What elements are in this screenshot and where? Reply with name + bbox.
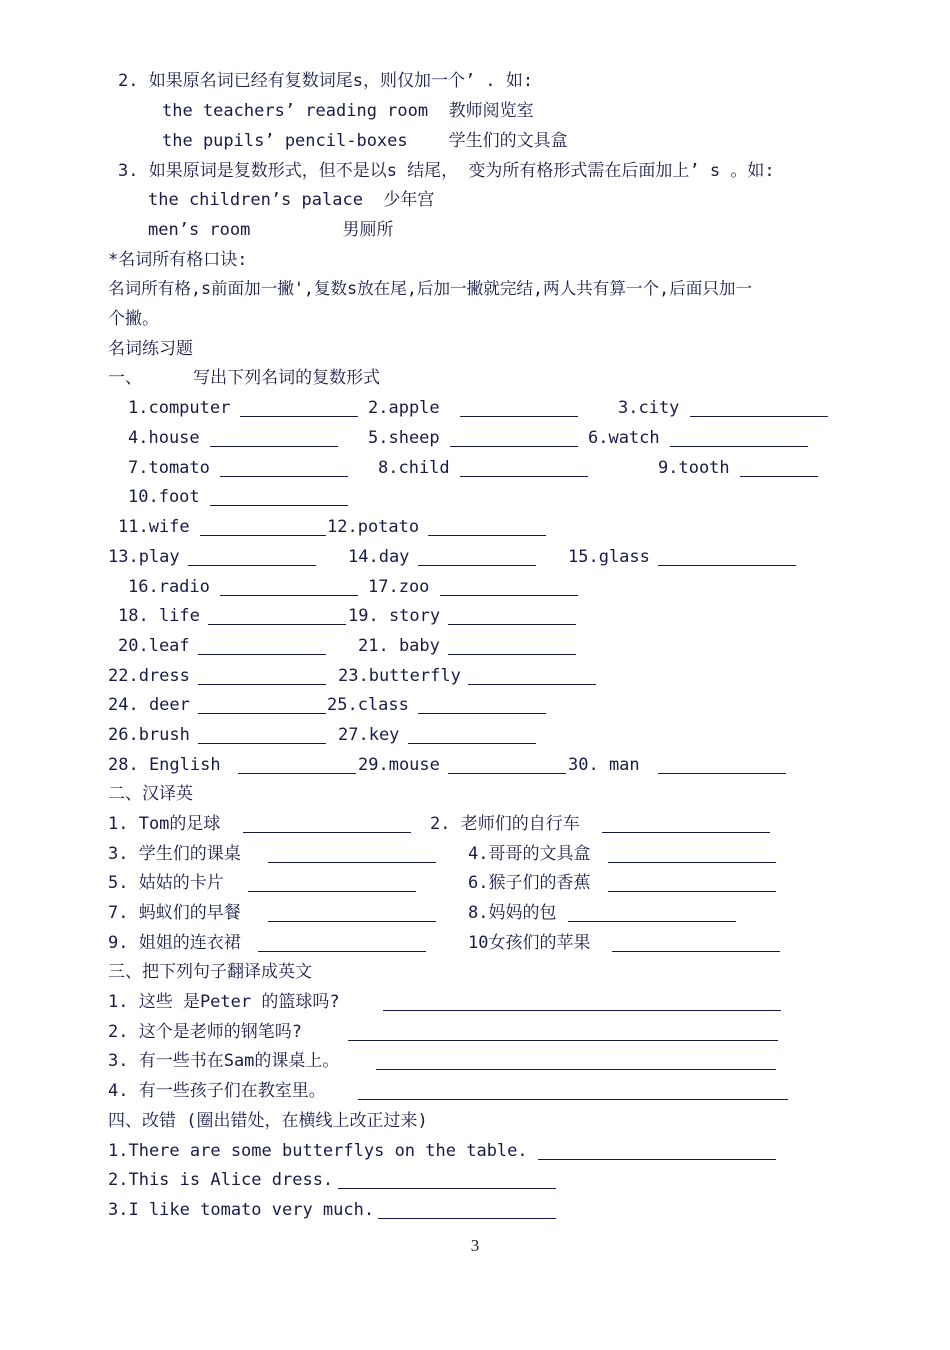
answer-blank[interactable] (670, 446, 808, 447)
part1-item: 22.dress (108, 666, 190, 686)
rule-3-example-2: men’s room 男厕所 (148, 220, 394, 240)
part1-item: 17.zoo (368, 577, 430, 597)
answer-blank[interactable] (740, 476, 818, 477)
answer-blank[interactable] (378, 1218, 556, 1219)
part1-item: 28. English (108, 755, 221, 775)
answer-blank[interactable] (568, 921, 736, 922)
rule-2: 2. 如果原名词已经有复数词尾s，则仅加一个’ . 如: (118, 71, 534, 91)
answer-blank[interactable] (238, 773, 356, 774)
part4-item: 1.There are some butterflys on the table. (108, 1141, 528, 1161)
answer-blank[interactable] (188, 565, 316, 566)
rule-2-example-2: the pupils’ pencil-boxes 学生们的文具盒 (162, 131, 568, 151)
part1-item: 15.glass (568, 547, 650, 567)
part2-item: 1. Tom的足球 (108, 814, 221, 834)
answer-blank[interactable] (408, 743, 536, 744)
part1-item: 8.child (378, 458, 450, 478)
answer-blank[interactable] (198, 654, 326, 655)
part1-item: 29.mouse (358, 755, 440, 775)
part1-item: 14.day (348, 547, 410, 567)
answer-blank[interactable] (200, 535, 326, 536)
part1-item: 11.wife (118, 517, 190, 537)
part1-item: 21. baby (358, 636, 440, 656)
part1-item: 23.butterfly (338, 666, 461, 686)
answer-blank[interactable] (450, 446, 578, 447)
rule-2-example-1: the teachers’ reading room 教师阅览室 (162, 101, 534, 121)
answer-blank[interactable] (428, 535, 546, 536)
part1-item: 6.watch (588, 428, 660, 448)
part2-item: 5. 姑姑的卡片 (108, 873, 224, 893)
part1-item: 5.sheep (368, 428, 440, 448)
part3-item: 4. 有一些孩子们在教室里。 (108, 1081, 326, 1101)
answer-blank[interactable] (240, 416, 358, 417)
exercise-title: 名词练习题 (108, 339, 193, 359)
answer-blank[interactable] (608, 891, 776, 892)
answer-blank[interactable] (243, 832, 411, 833)
answer-blank[interactable] (608, 862, 776, 863)
answer-blank[interactable] (460, 476, 588, 477)
answer-blank[interactable] (210, 505, 348, 506)
part1-item: 18. life (118, 606, 200, 626)
rule-3: 3. 如果原词是复数形式，但不是以s 结尾， 变为所有格形式需在后面加上’ s 。如: (118, 161, 775, 181)
answer-blank[interactable] (448, 654, 576, 655)
part1-item: 1.computer (128, 398, 231, 418)
part1-item: 26.brush (108, 725, 190, 745)
part1-item: 7.tomato (128, 458, 210, 478)
answer-blank[interactable] (383, 1010, 781, 1011)
part4-item: 3.I like tomato very much. (108, 1200, 375, 1220)
answer-blank[interactable] (658, 565, 796, 566)
answer-blank[interactable] (220, 595, 358, 596)
answer-blank[interactable] (538, 1159, 776, 1160)
part1-item: 20.leaf (118, 636, 190, 656)
answer-blank[interactable] (220, 476, 348, 477)
answer-blank[interactable] (210, 446, 338, 447)
part1-item: 19. story (348, 606, 441, 626)
part1-item: 13.play (108, 547, 180, 567)
part1-item: 30. man (568, 755, 640, 775)
part1-item: 24. deer (108, 695, 190, 715)
part1-item: 16.radio (128, 577, 210, 597)
answer-blank[interactable] (208, 624, 346, 625)
part1-item: 4.house (128, 428, 200, 448)
answer-blank[interactable] (248, 891, 416, 892)
part3-item: 2. 这个是老师的钢笔吗? (108, 1022, 302, 1042)
answer-blank[interactable] (348, 1040, 778, 1041)
answer-blank[interactable] (602, 832, 770, 833)
answer-blank[interactable] (460, 416, 578, 417)
part2-item: 8.妈妈的包 (468, 903, 557, 923)
answer-blank[interactable] (418, 713, 546, 714)
answer-blank[interactable] (338, 1188, 556, 1189)
part3-title: 三、把下列句子翻译成英文 (108, 962, 312, 982)
part1-title: 一、 写出下列名词的复数形式 (108, 368, 381, 388)
answer-blank[interactable] (440, 595, 578, 596)
answer-blank[interactable] (376, 1069, 776, 1070)
part2-item: 6.猴子们的香蕉 (468, 873, 591, 893)
part4-title: 四、改错 (圈出错处，在横线上改正过来) (108, 1111, 428, 1131)
part2-item: 7. 蚂蚁们的早餐 (108, 903, 241, 923)
answer-blank[interactable] (468, 684, 596, 685)
rule-3-example-1: the children’s palace 少年宫 (148, 190, 435, 210)
part3-item: 1. 这些 是Peter 的篮球吗? (108, 992, 340, 1012)
part2-item: 2. 老师们的自行车 (430, 814, 580, 834)
part2-item: 9. 姐姐的连衣裙 (108, 933, 241, 953)
part1-item: 10.foot (128, 487, 200, 507)
answer-blank[interactable] (258, 951, 426, 952)
answer-blank[interactable] (612, 951, 780, 952)
answer-blank[interactable] (268, 921, 436, 922)
answer-blank[interactable] (448, 773, 566, 774)
part2-item: 3. 学生们的课桌 (108, 844, 241, 864)
answer-blank[interactable] (198, 684, 326, 685)
part3-item: 3. 有一些书在Sam的课桌上。 (108, 1051, 340, 1071)
answer-blank[interactable] (690, 416, 828, 417)
part1-item: 12.potato (327, 517, 420, 537)
mnemonic-line-2: 个撇。 (108, 309, 159, 329)
answer-blank[interactable] (358, 1099, 788, 1100)
answer-blank[interactable] (268, 862, 436, 863)
mnemonic-line-1: 名词所有格,s前面加一撇',复数s放在尾,后加一撇就完结,两人共有算一个,后面只加一 (108, 279, 753, 298)
part2-title: 二、汉译英 (108, 784, 193, 804)
part1-item: 27.key (338, 725, 400, 745)
answer-blank[interactable] (658, 773, 786, 774)
answer-blank[interactable] (198, 743, 326, 744)
mnemonic-title: *名词所有格口诀: (108, 250, 248, 270)
part2-item: 4.哥哥的文具盒 (468, 844, 591, 864)
part1-item: 9.tooth (658, 458, 730, 478)
answer-blank[interactable] (198, 713, 326, 714)
part2-item: 10女孩们的苹果 (468, 933, 591, 953)
answer-blank[interactable] (418, 565, 536, 566)
part1-item: 25.class (327, 695, 409, 715)
part1-item: 3.city (618, 398, 680, 418)
part1-item: 2.apple (368, 398, 440, 418)
part4-item: 2.This is Alice dress. (108, 1170, 334, 1190)
answer-blank[interactable] (448, 624, 576, 625)
page-number: 3 (470, 1236, 480, 1255)
